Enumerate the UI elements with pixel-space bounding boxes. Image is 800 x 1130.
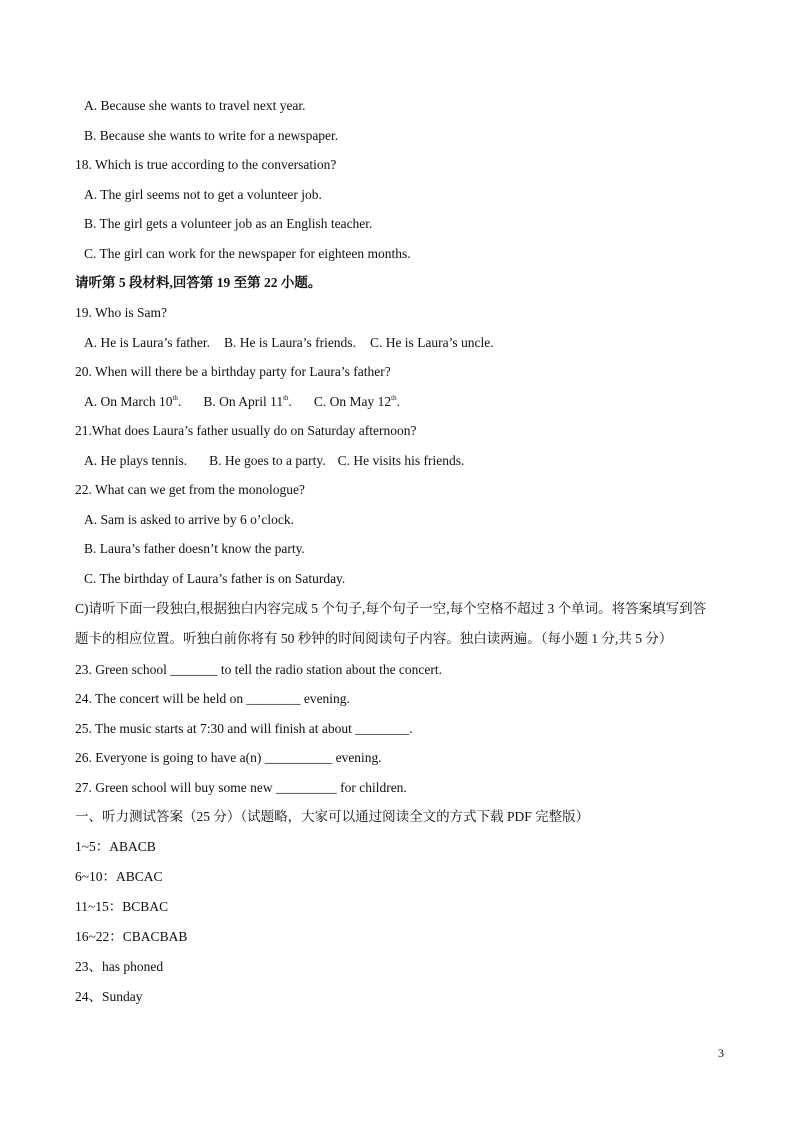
q19-options [84, 334, 494, 352]
q21-option-b: B. He goes to a party. [209, 453, 326, 468]
q19-option-a: A. He is Laura’s father. [84, 335, 210, 350]
answer-line: 24、Sunday [75, 989, 143, 1004]
q18-option-c: C. The girl can work for the newspaper for eighteen months. [84, 246, 411, 261]
q19-question: 19. Who is Sam? [75, 305, 167, 320]
q17-option-a: A. Because she wants to travel next year. [84, 98, 306, 113]
q20-question: 20. When will there be a birthday party for Laura’s father? [75, 364, 391, 379]
q21-question: 21.What does Laura’s father usually do on Saturday afternoon? [75, 423, 417, 438]
q22-option-a: A. Sam is asked to arrive by 6 o’clock. [84, 512, 294, 527]
section-c-instruction-line1: C)请听下面一段独白,根据独白内容完成 5 个句子,每个句子一空,每个空格不超过 3 个单词。将答案填写到答 [75, 601, 707, 616]
section5-instruction: 请听第 5 段材料,回答第 19 至第 22 小题。 [75, 275, 322, 290]
fill-in-24: 24. The concert will be held on ________ evening. [75, 691, 350, 706]
section-c-instruction-line2: 题卡的相应位置。听独白前你将有 50 秒钟的时间阅读句子内容。独白读两遍。（每小题 1 分,共 5 分） [75, 631, 673, 646]
q22-question: 22. What can we get from the monologue? [75, 482, 305, 497]
q17-option-b: B. Because she wants to write for a newspaper. [84, 128, 339, 143]
q18-option-a: A. The girl seems not to get a volunteer job. [84, 187, 322, 202]
answer-line: 1~5：ABACB [75, 839, 156, 854]
q22-option-c: C. The birthday of Laura’s father is on Saturday. [84, 571, 346, 586]
q18-question: 18. Which is true according to the conversation? [75, 157, 337, 172]
q21-options [84, 452, 464, 470]
answers-heading: 一、听力测试答案（25 分）（试题略，大家可以通过阅读全文的方式下载 PDF 完整版） [75, 809, 590, 824]
q20-options [84, 393, 400, 411]
q21-option-a: A. He plays tennis. [84, 453, 188, 468]
answer-line: 6~10：ABCAC [75, 869, 163, 884]
q20-option-a: A. On March 10th. [84, 394, 182, 409]
answer-line: 16~22：CBACBAB [75, 929, 188, 944]
fill-in-25: 25. The music starts at 7:30 and will finish at about ________. [75, 721, 413, 736]
q20-option-c: C. On May 12th. [313, 394, 400, 409]
q21-option-c: C. He visits his friends. [337, 453, 465, 468]
answer-line: 11~15：BCBAC [75, 899, 169, 914]
q19-option-c: C. He is Laura’s uncle. [369, 335, 494, 350]
answer-line: 23、has phoned [75, 959, 164, 974]
fill-in-23: 23. Green school _______ to tell the radio station about the concert. [75, 662, 443, 677]
q20-option-b: B. On April 11th. [203, 394, 292, 409]
q22-option-b: B. Laura’s father doesn’t know the party. [84, 541, 305, 556]
fill-in-27: 27. Green school will buy some new _________ for children. [75, 780, 407, 795]
page-number: 3 [718, 1046, 724, 1060]
q18-option-b: B. The girl gets a volunteer job as an English teacher. [84, 216, 373, 231]
q19-option-b: B. He is Laura’s friends. [223, 335, 356, 350]
fill-in-26: 26. Everyone is going to have a(n) __________ evening. [75, 750, 382, 765]
